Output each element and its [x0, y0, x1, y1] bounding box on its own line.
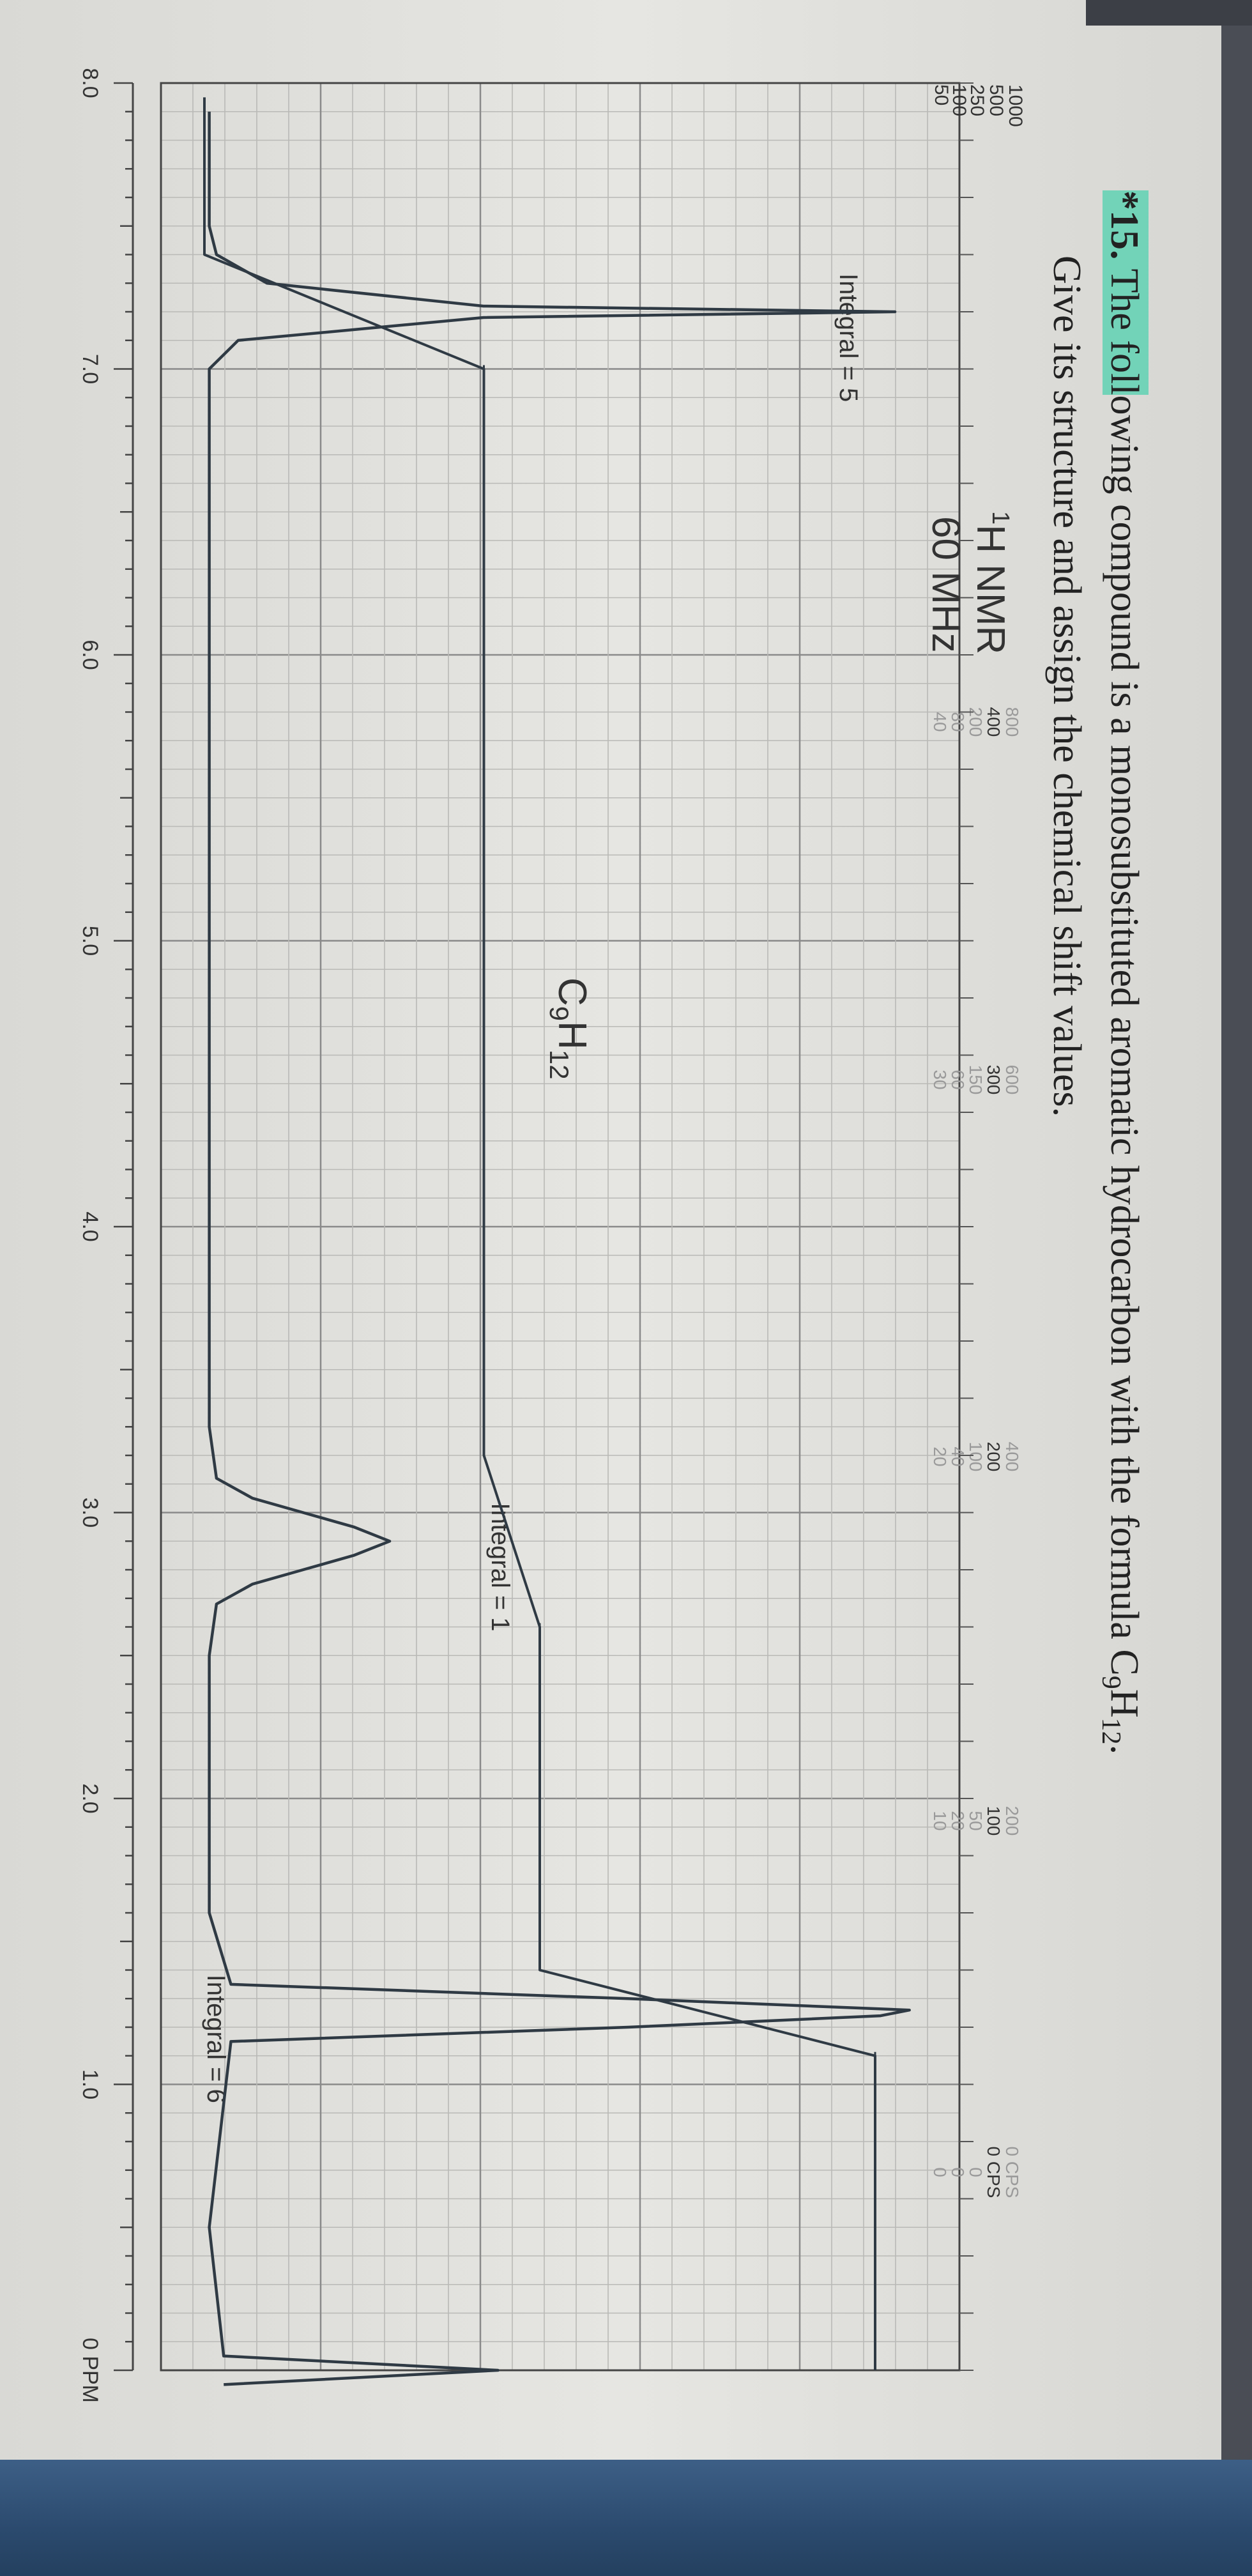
- sweep-right-3: 0: [948, 2167, 968, 2177]
- question-formula-h: H: [1103, 1689, 1146, 1718]
- integral-label-methine: Integral = 1: [486, 1503, 514, 1632]
- nucleus-text: H NMR: [968, 525, 1012, 655]
- sweep-b3-4: 30: [930, 1070, 950, 1090]
- question-formula-end: .: [1103, 1744, 1146, 1755]
- sweep-b3-0: 600: [1002, 1064, 1022, 1095]
- spectrum-trace: [210, 112, 910, 2385]
- ppm-label: 6.0: [78, 640, 102, 670]
- sweep-b2-0: 800: [1002, 707, 1022, 737]
- question-text: ing compound is a monosubstituted aromatic hydrocarbon with the formula C: [1103, 443, 1146, 1676]
- ppm-axis-ticks: [114, 83, 133, 2370]
- sweep-b4-3: 40: [948, 1446, 968, 1467]
- sweep-b5-1: 100: [984, 1805, 1004, 1836]
- sweep-right-0: 0 CPS: [1002, 2146, 1022, 2198]
- nucleus-label: [968, 511, 1014, 654]
- ppm-label: 7.0: [78, 353, 102, 385]
- spectrum-formula: [544, 977, 594, 1080]
- question-formula-sub1: 9: [1096, 1675, 1126, 1689]
- sweep-left-100: 100: [949, 84, 970, 117]
- ppm-label: 3.0: [78, 1497, 102, 1528]
- ppm-label: 2.0: [78, 1783, 102, 1814]
- sweep-right-2: 0: [966, 2167, 986, 2177]
- chart-grid: [161, 83, 959, 2370]
- spectrometer-label: [924, 511, 1014, 654]
- sweep-b3-2: 150: [966, 1064, 986, 1095]
- sweep-b5-3: 20: [948, 1811, 968, 1831]
- ppm-axis-labels: [78, 68, 102, 2403]
- spectrum-formula-sub1: 9: [544, 1006, 574, 1022]
- integral-label-methyl: Integral = 6: [202, 1974, 230, 2103]
- sweep-b2-1: 400: [984, 707, 1004, 737]
- sweep-b4-4: 20: [930, 1446, 950, 1467]
- sweep-b2-3: 80: [948, 712, 968, 732]
- question-line1: [1096, 190, 1146, 1754]
- spectrum-formula-h: H: [550, 1021, 594, 1050]
- sweep-b5-4: 10: [930, 1811, 950, 1831]
- question-line2: Give its structure and assign the chemical shift values.: [1045, 256, 1088, 1117]
- sweep-b4-2: 100: [966, 1441, 986, 1472]
- integral-labels: [202, 273, 862, 2103]
- sweep-b3-1: 300: [984, 1064, 1004, 1095]
- sweep-left-250: 250: [966, 84, 988, 117]
- question-block: [1045, 190, 1149, 1754]
- ppm-label: 0 PPM: [78, 2337, 102, 2404]
- ppm-label: 1.0: [78, 2069, 102, 2100]
- sweep-b4-0: 400: [1002, 1441, 1022, 1472]
- integral-label-aromatic: Integral = 5: [834, 273, 862, 402]
- spectrum-formula-sub2: 12: [544, 1049, 574, 1080]
- nucleus-superscript: 1: [987, 511, 1014, 525]
- ppm-label: 4.0: [78, 1211, 102, 1242]
- integral-step-marks: [484, 365, 876, 2094]
- spectrum-formula-c: C: [550, 977, 594, 1006]
- question-highlighted-text: The follow: [1103, 268, 1146, 444]
- question-formula-sub2: 12: [1096, 1717, 1126, 1745]
- sweep-left-50: 50: [931, 84, 952, 106]
- sweep-right-4: 0: [930, 2167, 950, 2177]
- frequency-label: 60 MHz: [924, 516, 968, 653]
- sweep-right-1: 0 CPS: [984, 2146, 1004, 2198]
- sweep-b5-0: 200: [1002, 1805, 1022, 1836]
- sweep-left-1000: 1000: [1005, 84, 1026, 127]
- sweep-b3-3: 60: [948, 1070, 968, 1090]
- sweep-b5-2: 50: [966, 1811, 986, 1831]
- sweep-b2-4: 40: [930, 712, 950, 732]
- sweep-left-500: 500: [986, 84, 1007, 117]
- ppm-label: 5.0: [78, 925, 102, 956]
- sweep-b2-2: 200: [966, 707, 986, 737]
- question-number: *15.: [1103, 190, 1146, 260]
- sweep-b4-1: 200: [984, 1441, 1004, 1472]
- ppm-label: 8.0: [78, 68, 102, 98]
